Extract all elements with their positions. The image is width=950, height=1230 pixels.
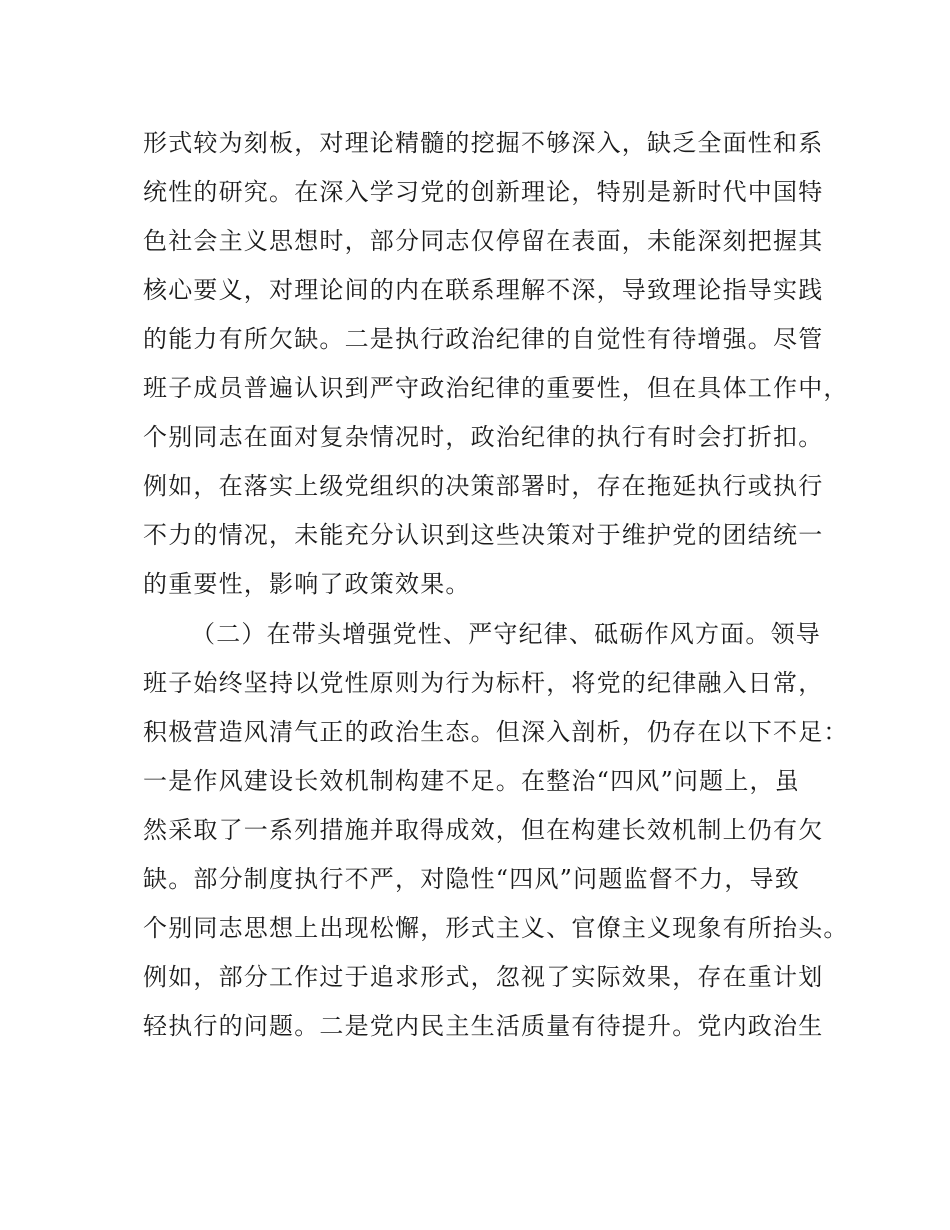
paragraph-line: 统性的研究。在深入学习党的创新理论，特别是新时代中国特	[143, 178, 824, 206]
paragraph-1	[143, 119, 849, 609]
paragraph-line: 缺。部分制度执行不严，对隐性“四风”问题监督不力，导致	[143, 865, 800, 893]
paragraph-line: 个别同志在面对复杂情况时，政治纪律的执行有时会打折扣。	[143, 423, 824, 451]
paragraph-line: 的重要性，影响了政策效果。	[143, 570, 471, 598]
paragraph-line: 一是作风建设长效机制构建不足。在整治“四风”问题上，虽	[143, 767, 800, 795]
paragraph-line: 例如，在落实上级党组织的决策部署时，存在拖延执行或执行	[143, 472, 824, 500]
paragraph-2	[143, 610, 849, 1051]
paragraph-line: 核心要义，对理论间的内在联系理解不深，导致理论指导实践	[143, 276, 824, 304]
paragraph-line: 色社会主义思想时，部分同志仅停留在表面，未能深刻把握其	[143, 227, 824, 255]
paragraph-line: 班子成员普遍认识到严守政治纪律的重要性，但在具体工作中，	[143, 374, 849, 402]
paragraph-line: 形式较为刻板，对理论精髓的挖掘不够深入，缺乏全面性和系	[143, 129, 824, 157]
paragraph-line: 班子始终坚持以党性原则为行为标杆，将党的纪律融入日常，	[143, 669, 824, 697]
paragraph-line: 个别同志思想上出现松懈，形式主义、官僚主义现象有所抬头。	[143, 914, 849, 942]
paragraph-line: 然采取了一系列措施并取得成效，但在构建长效机制上仍有欠	[143, 816, 824, 844]
paragraph-line: 积极营造风清气正的政治生态。但深入剖析，仍存在以下不足：	[143, 718, 849, 746]
paragraph-line: 不力的情况，未能充分认识到这些决策对于维护党的团结统一	[143, 521, 824, 549]
paragraph-line: 例如，部分工作过于追求形式，忽视了实际效果，存在重计划	[143, 963, 824, 991]
paragraph-line: 轻执行的问题。二是党内民主生活质量有待提升。党内政治生	[143, 1012, 824, 1040]
paragraph-line: 的能力有所欠缺。二是执行政治纪律的自觉性有待增强。尽管	[143, 325, 824, 353]
paragraph-line: （二）在带头增强党性、严守纪律、砥砺作风方面。领导	[191, 620, 821, 648]
